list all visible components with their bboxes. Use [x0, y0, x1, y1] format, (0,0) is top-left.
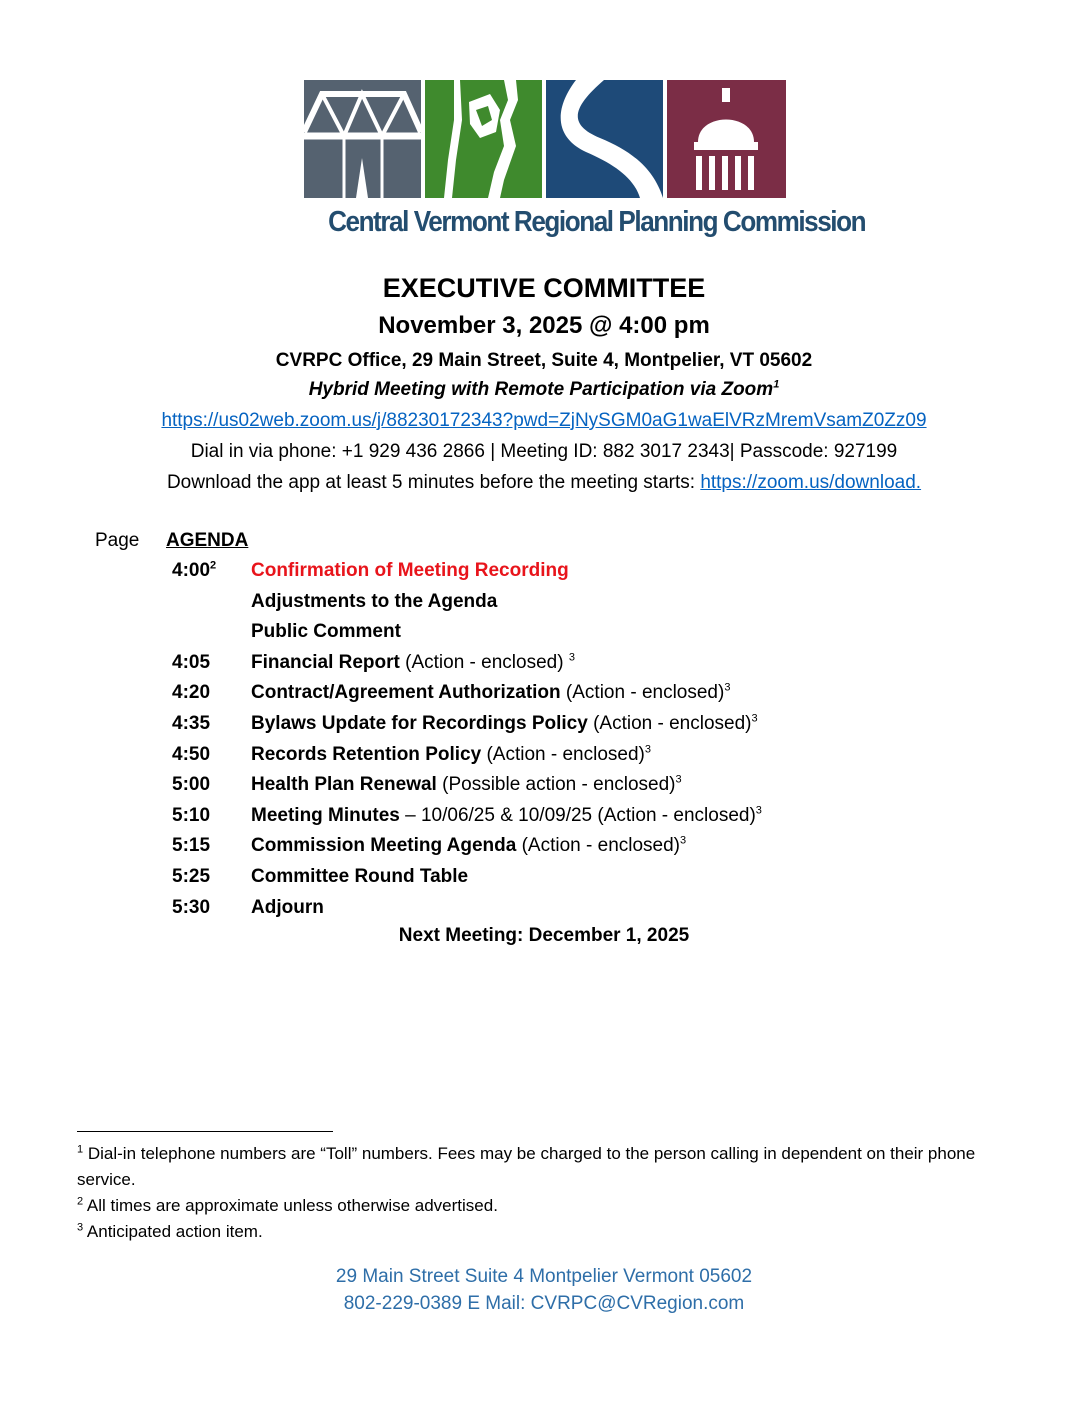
agenda-row: [0, 866, 1088, 897]
agenda-heading: AGENDA: [166, 530, 249, 551]
hybrid-note: [0, 379, 1088, 401]
agenda-time: 5:00: [172, 774, 211, 796]
agenda-row: [0, 560, 1088, 591]
vermont-map-icon: [425, 80, 542, 198]
agenda-item: Adjustments to the Agenda: [251, 590, 498, 612]
agenda-item: Adjourn: [251, 896, 324, 918]
agenda-time: 5:10: [172, 804, 211, 826]
agenda-time: 4:05: [172, 651, 211, 673]
agenda-row: [0, 682, 1088, 713]
agenda-row: [0, 652, 1088, 683]
zoom-link[interactable]: https://us02web.zoom.us/j/88230172343?pwd=ZjNySGM0aG1waElVRzMremVsamZ0Zz09: [161, 410, 927, 431]
agenda-item: Meeting Minutes – 10/06/25 & 10/09/25 (Action - enclosed)$^3$: [251, 804, 762, 826]
footnote-ref: 3: [568, 651, 575, 664]
meeting-date: November 3, 2025 @ 4:00 pm: [378, 312, 710, 339]
cvrpc-logo: [304, 80, 786, 198]
page-column-label: Page: [95, 530, 140, 551]
download-text: Download the app at least 5 minutes before the meeting starts:: [166, 472, 701, 493]
agenda-time: $4:00^2$: [172, 559, 217, 581]
next-meeting: Next Meeting: December 1, 2025: [398, 925, 690, 946]
agenda-time: 4:50: [172, 743, 211, 765]
bridge-icon: [304, 80, 421, 198]
footnote-ref: 1: [773, 378, 780, 391]
footnote-ref: 3: [675, 773, 682, 786]
footnote-ref: 3: [755, 804, 762, 817]
agenda-row: [0, 897, 1088, 928]
footnote-ref: 2: [210, 559, 217, 572]
footnote: $^3$ Anticipated action item.: [77, 1221, 263, 1241]
agenda-item: Commission Meeting Agenda (Action - enclosed)$^3$: [251, 835, 687, 857]
agenda-time: 4:35: [172, 712, 211, 734]
agenda-row: [0, 774, 1088, 805]
footnote-ref: 3: [644, 743, 651, 756]
agenda-row: [0, 744, 1088, 775]
agenda-item: Public Comment: [251, 621, 401, 643]
agenda-item: Records Retention Policy (Action - enclosed)$^3$: [251, 743, 651, 765]
footnote-ref: 3: [724, 682, 731, 695]
download-line: [0, 472, 1088, 494]
agenda-row: [0, 805, 1088, 836]
footnote-divider: [77, 1131, 333, 1132]
agenda-list: [0, 560, 1088, 927]
footnote: $^1$ Dial-in telephone numbers are “Toll” numbers. Fees may be charged to the person calling in dependent on their phone service.: [77, 1143, 976, 1189]
river-icon: [546, 80, 663, 198]
meeting-location: CVRPC Office, 29 Main Street, Suite 4, Montpelier, VT 05602: [275, 350, 813, 371]
dial-in-info: Dial in via phone: +1 929 436 2866 | Meeting ID: 882 3017 2343| Passcode: 927199: [190, 441, 898, 462]
footnotes: [77, 1141, 997, 1245]
agenda-item: Health Plan Renewal (Possible action - enclosed)$^3$: [251, 773, 682, 796]
page-title: EXECUTIVE COMMITTEE: [382, 273, 706, 303]
agenda-item: Confirmation of Meeting Recording: [251, 560, 569, 581]
agenda-time: 5:25: [172, 865, 211, 887]
agenda-row: [0, 621, 1088, 652]
agenda-item: Contract/Agreement Authorization (Action - enclosed)$^3$: [251, 682, 731, 704]
agenda-row: [0, 591, 1088, 622]
agenda-item: Financial Report (Action - enclosed) $^3$: [251, 651, 575, 673]
agenda-time: 4:20: [172, 682, 211, 704]
agenda-time: 5:15: [172, 835, 211, 857]
capitol-dome-icon: [667, 80, 786, 198]
download-link[interactable]: https://zoom.us/download.: [700, 472, 922, 493]
hybrid-text: Hybrid Meeting with Remote Participation via Zoom: [308, 379, 774, 400]
footer-contact: 802-229-0389 E Mail: CVRPC@CVRegion.com: [343, 1293, 745, 1314]
footer-address: 29 Main Street Suite 4 Montpelier Vermont 05602: [335, 1266, 753, 1287]
agenda-time: 5:30: [172, 896, 211, 918]
footnote-ref: 3: [680, 835, 687, 848]
agenda-row: [0, 835, 1088, 866]
agenda-row: [0, 713, 1088, 744]
footnote: $^2$ All times are approximate unless otherwise advertised.: [77, 1195, 498, 1215]
agenda-item: Bylaws Update for Recordings Policy (Action - enclosed)$^3$: [251, 712, 758, 734]
footnote-ref: 3: [751, 712, 758, 725]
agenda-item: Committee Round Table: [251, 865, 469, 887]
org-name: Central Vermont Regional Planning Commission: [328, 206, 866, 238]
